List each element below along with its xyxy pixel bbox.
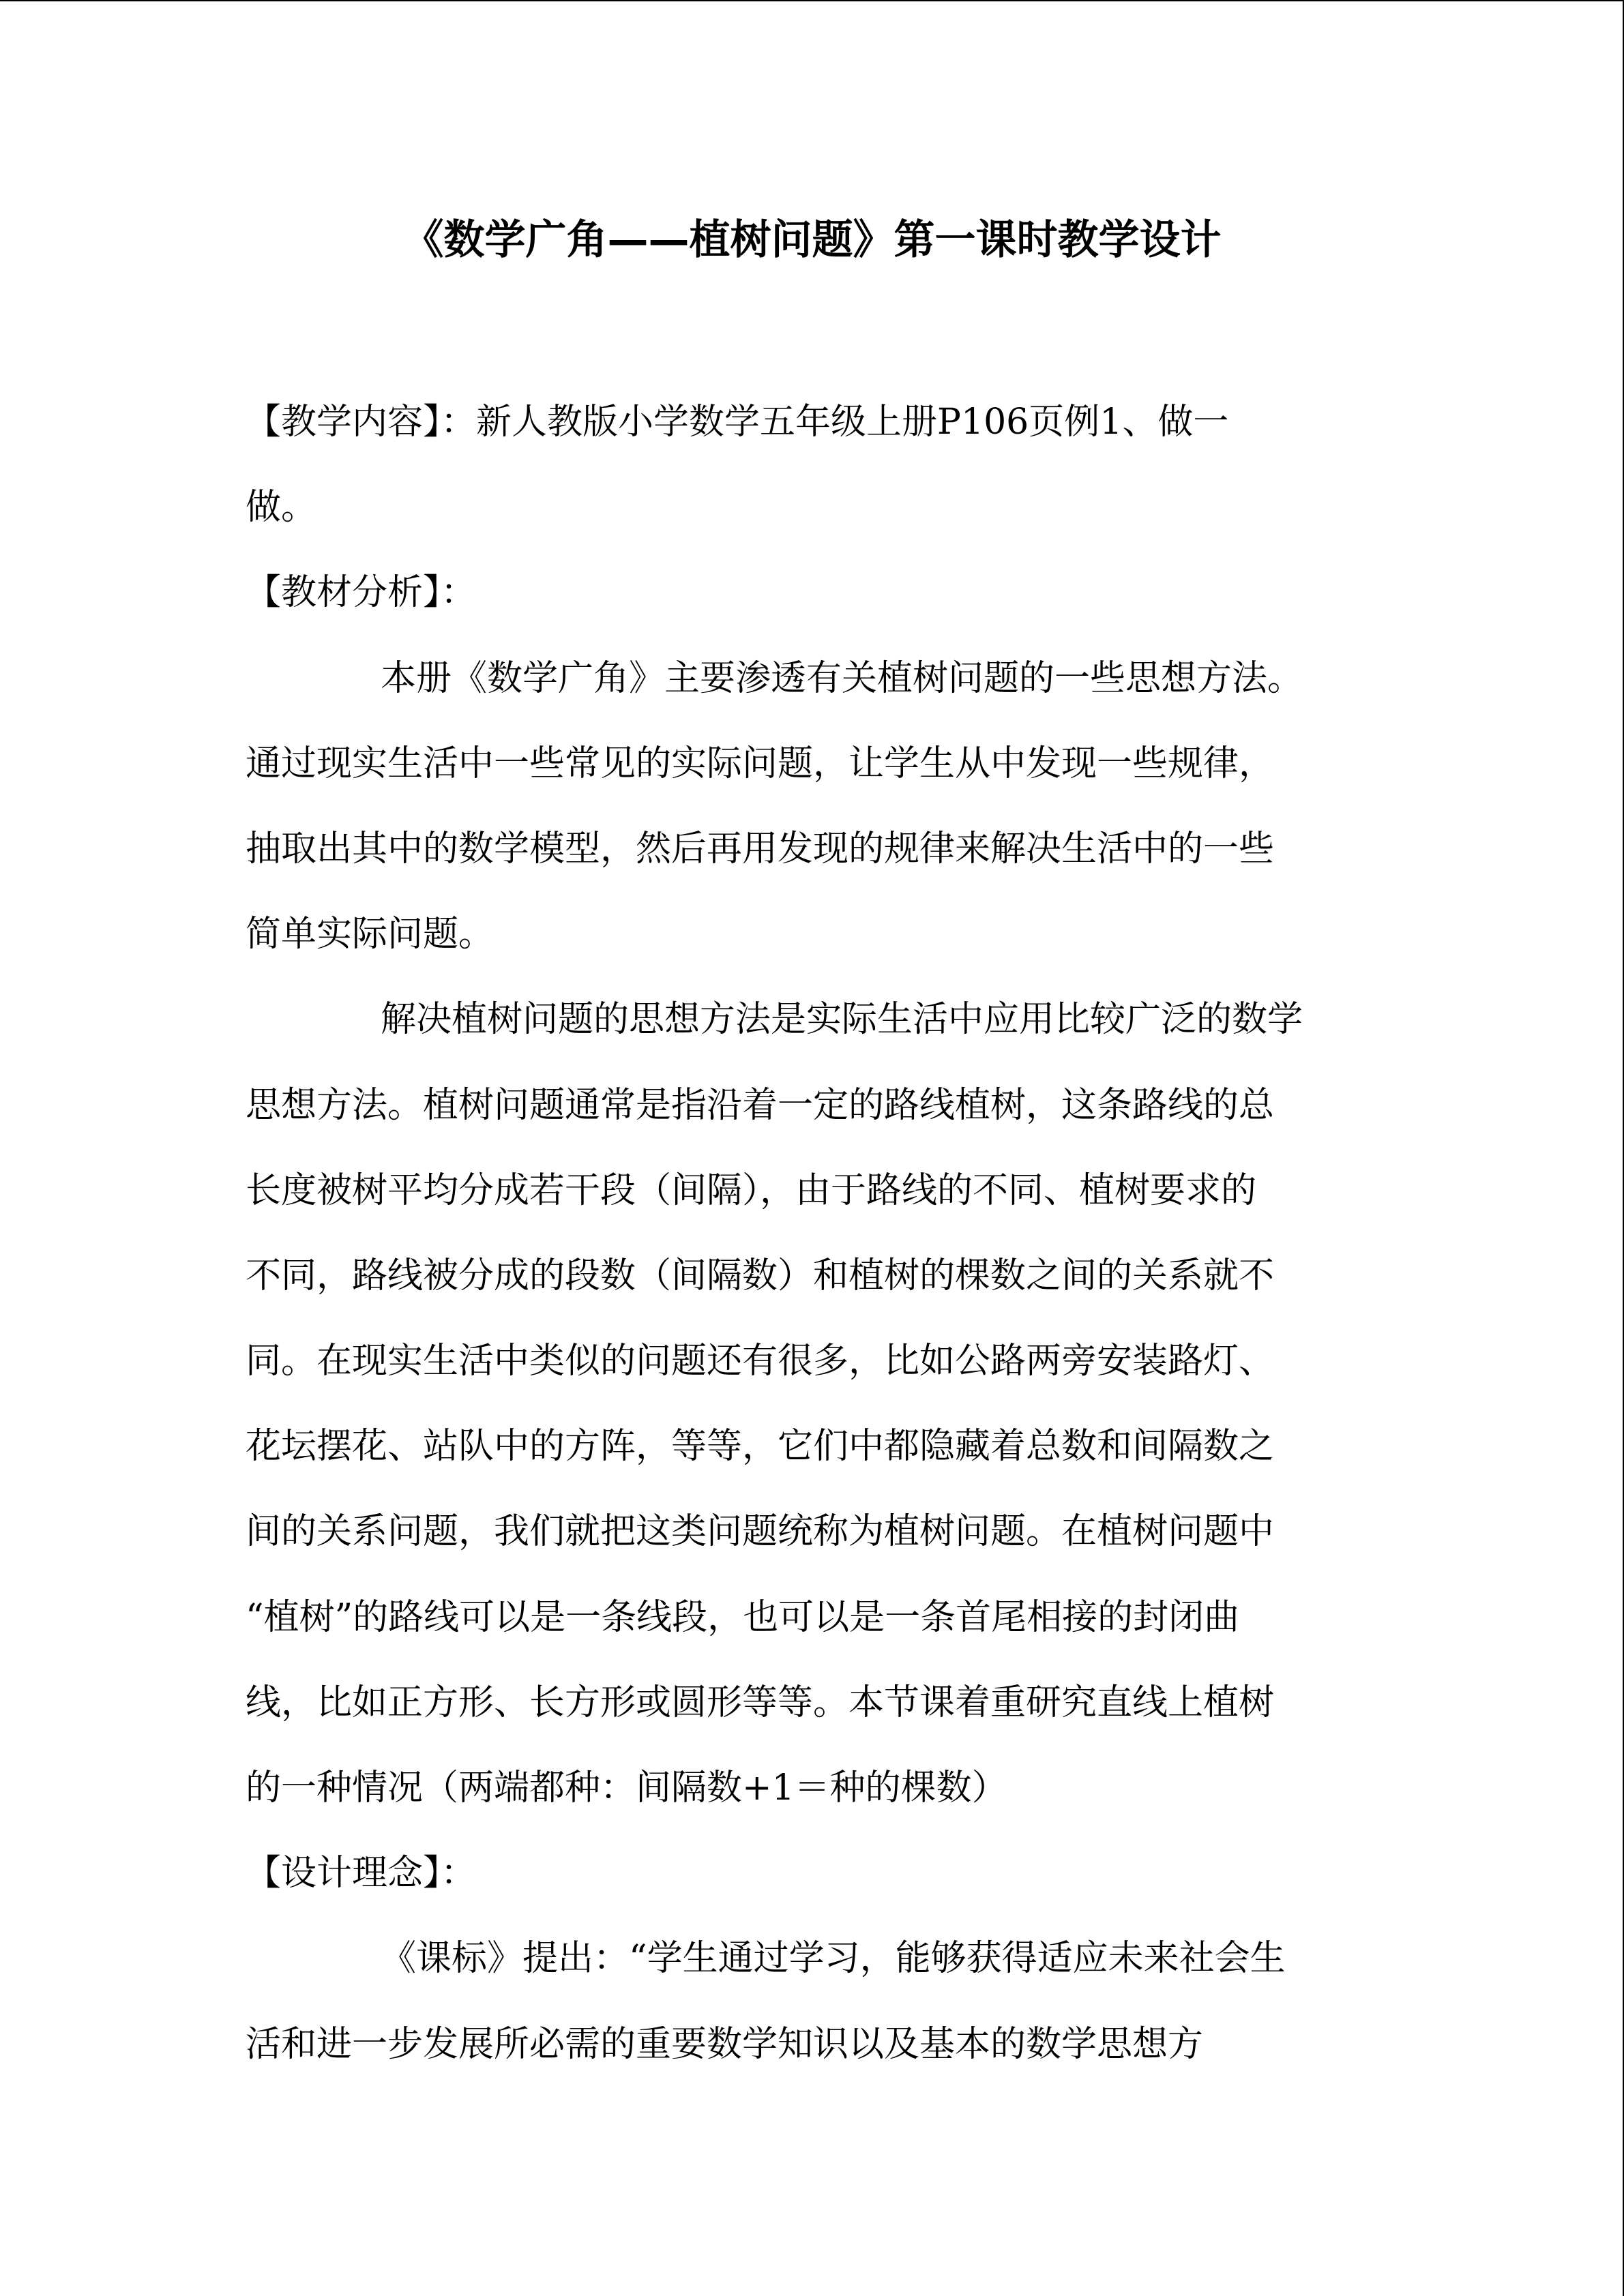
paragraph-line: 通过现实生活中一些常见的实际问题，让学生从中发现一些规律， <box>246 743 1275 784</box>
paragraph-line: 本册《数学广角》主要渗透有关植树问题的一些思想方法。 <box>381 657 1303 699</box>
paragraph-line: 的一种情况（两端都种：间隔数+1＝种的棵数） <box>246 1768 1007 1808</box>
document-body <box>246 380 1378 2087</box>
paragraph-line: 线，比如正方形、长方形或圆形等等。本节课着重研究直线上植树 <box>246 1682 1275 1723</box>
paragraph-line: 同。在现实生活中类似的问题还有很多，比如公路两旁安装路灯、 <box>246 1341 1275 1382</box>
paragraph-line: 不同，路线被分成的段数（间隔数）和植树的棵数之间的关系就不 <box>246 1255 1275 1296</box>
paragraph-line: 活和进一步发展所必需的重要数学知识以及基本的数学思想方 <box>246 2023 1204 2065</box>
paragraph-line: 间的关系问题，我们就把这类问题统称为植树问题。在植树问题中 <box>246 1511 1275 1553</box>
section-teaching-content-line-2: 做。 <box>246 487 317 528</box>
paragraph-line: “植树”的路线可以是一条线段，也可以是一条首尾相接的封闭曲 <box>246 1596 1240 1638</box>
paragraph-line: 《课标》提出：“学生通过学习，能够获得适应未来社会生 <box>381 1938 1286 1980</box>
paragraph-line: 长度被树平均分成若干段（间隔），由于路线的不同、植树要求的 <box>246 1169 1257 1211</box>
paragraph-line: 思想方法。植树问题通常是指沿着一定的路线植树，这条路线的总 <box>246 1084 1275 1126</box>
section-heading-material-analysis: 【教材分析】： <box>246 572 477 614</box>
paragraph-line: 解决植树问题的思想方法是实际生活中应用比较广泛的数学 <box>381 999 1303 1041</box>
paragraph-line: 抽取出其中的数学模型，然后再用发现的规律来解决生活中的一些 <box>246 828 1275 869</box>
section-heading-design-concept: 【设计理念】： <box>246 1853 477 1894</box>
paragraph-line: 简单实际问题。 <box>246 914 494 955</box>
paragraph-line: 花坛摆花、站队中的方阵，等等，它们中都隐藏着总数和间隔数之 <box>246 1426 1275 1467</box>
document-title: 《数学广角——植树问题》第一课时教学设计 <box>402 216 1222 264</box>
section-teaching-content-line-1: 【教学内容】：新人教版小学数学五年级上册P106页例1、做一 <box>246 402 1229 443</box>
